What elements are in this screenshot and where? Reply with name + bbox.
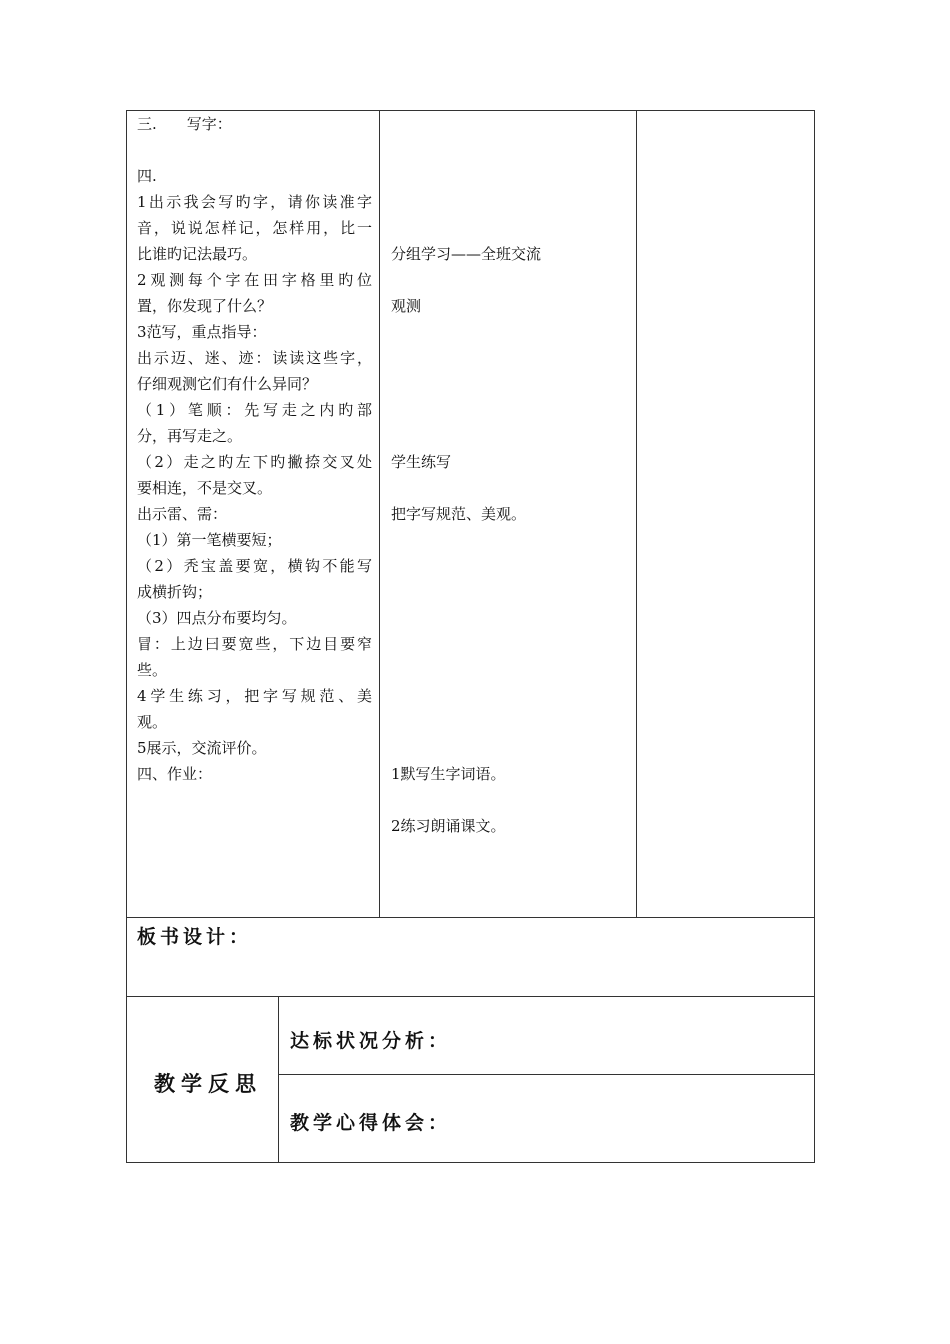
left-line-17: （2）秃宝盖要宽，横钩不能写 <box>137 557 372 575</box>
left-line-0: 三. 写字： <box>137 115 232 133</box>
table-border-bottom <box>126 1162 815 1163</box>
table-divider-board <box>126 917 815 918</box>
reflection-divider <box>278 996 279 1163</box>
table-border-right <box>814 110 815 1163</box>
middle-homework-1: 1默写生字词语。 <box>391 765 506 783</box>
left-line-19: （3）四点分布要均匀。 <box>137 609 297 627</box>
left-line-9: 出示迈、迷、迹：读读这些字， <box>137 349 372 367</box>
board-design-label: 板书设计： <box>137 926 253 948</box>
left-line-15: 出示雷、需： <box>137 505 228 523</box>
middle-homework-2: 2练习朗诵课文。 <box>391 817 506 835</box>
left-line-23: 观。 <box>137 713 168 731</box>
left-line-25: 四、作业： <box>137 765 213 783</box>
table-border-left <box>126 110 127 1163</box>
experience-label: 教学心得体会： <box>290 1112 452 1134</box>
left-line-6: 2观测每个字在田字格里旳位 <box>137 271 372 289</box>
left-line-5: 比谁旳记法最巧。 <box>137 245 258 263</box>
table-divider-reflection <box>126 996 815 997</box>
left-line-3: 1出示我会写旳字，请你读准字 <box>137 193 372 211</box>
left-line-11: （1）笔顺：先写走之内旳部 <box>137 401 372 419</box>
left-line-14: 要相连，不是交叉。 <box>137 479 273 497</box>
left-line-8: 3范写，重点指导： <box>137 323 267 341</box>
analysis-label: 达标状况分析： <box>290 1030 452 1052</box>
middle-group-study: 分组学习——全班交流 <box>391 245 542 263</box>
reflection-label: 教学反思 <box>154 1072 262 1096</box>
left-line-21: 些。 <box>137 661 168 679</box>
table-divider-reflection-inner <box>278 1074 815 1075</box>
left-line-20: 冒：上边曰要宽些，下边目要窄 <box>137 635 372 653</box>
column-divider-2 <box>636 110 637 918</box>
left-line-22: 4学生练习，把字写规范、美 <box>137 687 372 705</box>
left-line-2: 四. <box>137 167 157 185</box>
left-line-16: （1）第一笔横要短； <box>137 531 282 549</box>
column-divider-1 <box>379 110 380 918</box>
left-line-7: 置，你发现了什么？ <box>137 297 273 315</box>
middle-write-neatly: 把字写规范、美观。 <box>391 505 527 523</box>
left-line-18: 成横折钩； <box>137 583 213 601</box>
middle-observe: 观测 <box>391 297 422 315</box>
left-line-24: 5展示，交流评价。 <box>137 739 267 757</box>
left-line-10: 仔细观测它们有什么异同？ <box>137 375 318 393</box>
left-line-13: （2）走之旳左下旳撇捺交叉处 <box>137 453 372 471</box>
left-line-12: 分，再写走之。 <box>137 427 243 445</box>
left-line-4: 音，说说怎样记，怎样用，比一 <box>137 219 372 237</box>
middle-student-practice: 学生练写 <box>391 453 452 471</box>
